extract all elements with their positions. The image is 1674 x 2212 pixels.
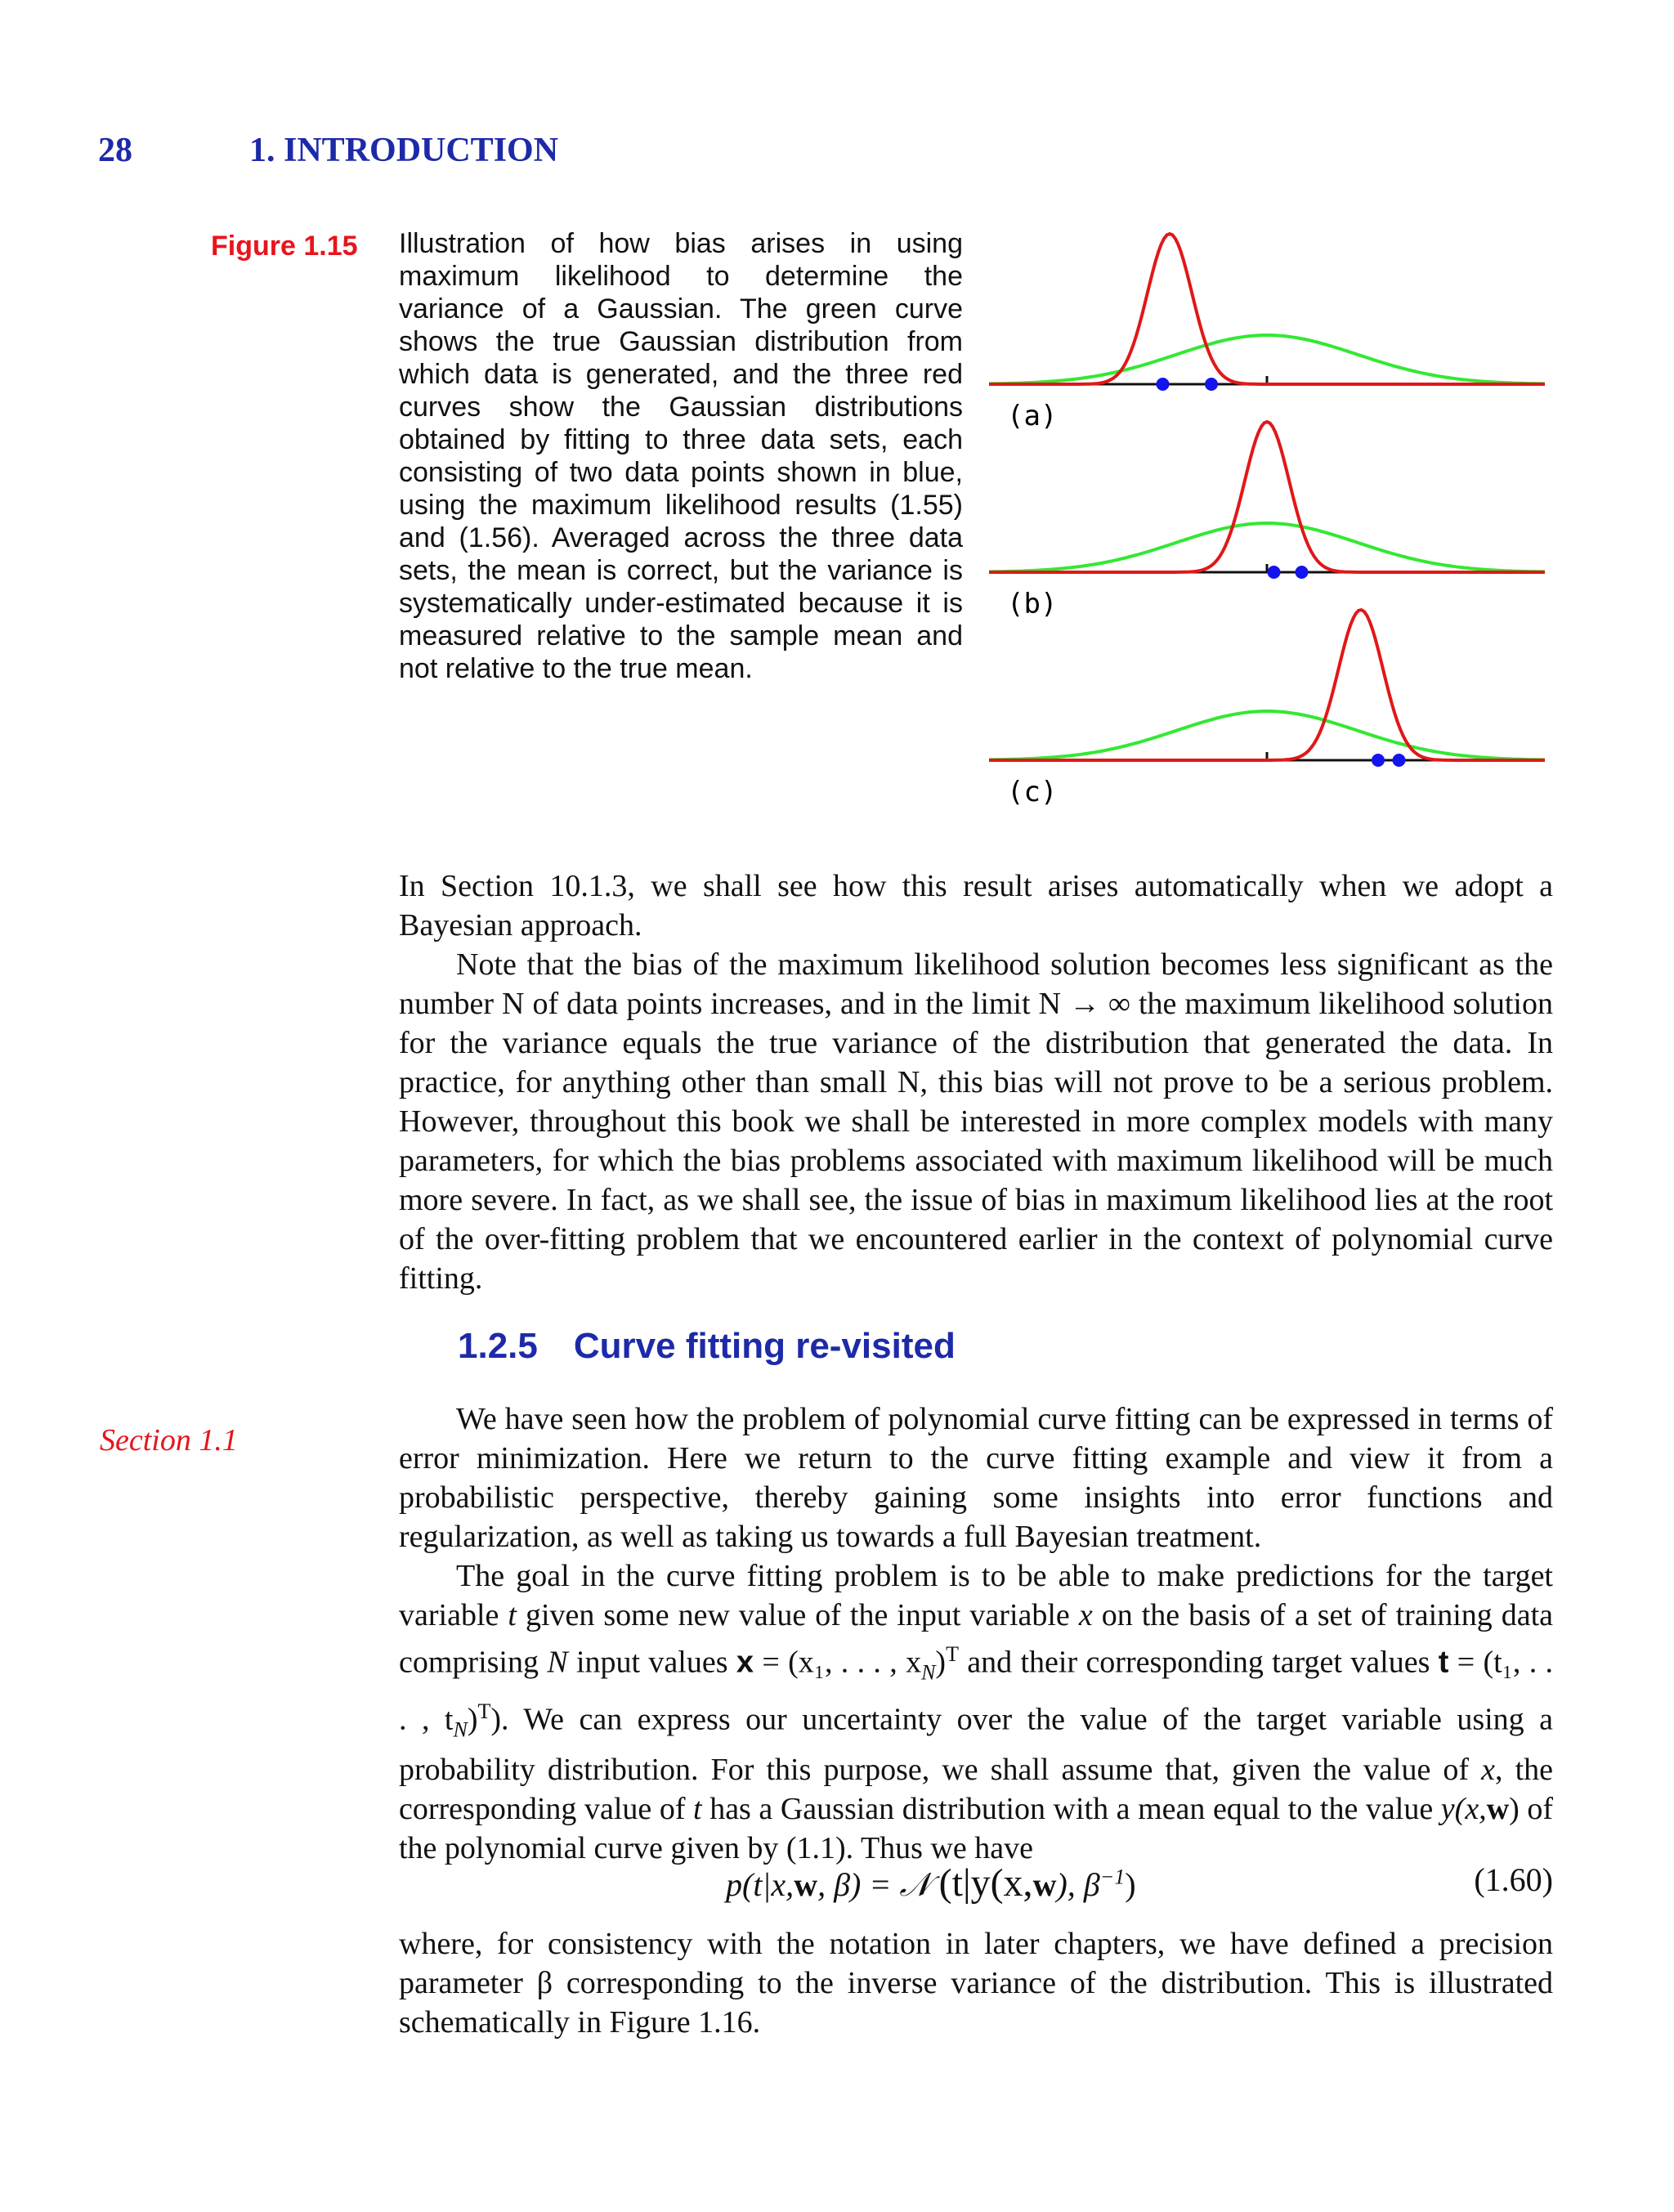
data-point-0-1 bbox=[1205, 378, 1218, 391]
panel-label-1: (b) bbox=[1007, 588, 1058, 620]
figure-caption: Illustration of how bias arises in using maximum likelihood to determine the variance of a Gaussian. The green curve shows the true Gaussian distribution from which data is generated, and the three red curves show the Gaussian distributions obtained by fitting to three data sets, each consisting of two data points shown in blue, using the maximum likelihood results (1.55) and (1.56). Averaged across the three data sets, the mean is correct, but the variance is systematically under-estimated because it is measured relative to the sample mean and not relative to the true mean. bbox=[399, 228, 963, 684]
equation-body: p(t|x,w, β) = 𝒩 (t|y(x,w), $\beta^{-1}$) bbox=[726, 1861, 1136, 1905]
body-paragraphs-bottom bbox=[399, 1924, 1553, 2042]
margin-note: Section 1.1 bbox=[100, 1423, 238, 1458]
body-paragraphs-top bbox=[399, 866, 1553, 1298]
data-point-1-1 bbox=[1296, 566, 1309, 579]
data-point-2-0 bbox=[1372, 754, 1385, 767]
section-number: 1.2.5 bbox=[458, 1326, 538, 1366]
panel-label-0: (a) bbox=[1007, 400, 1058, 432]
paragraph-1: In Section 10.1.3, we shall see how this result arises automatically when we adopt a Bayesian approach. bbox=[399, 869, 1553, 943]
chapter-title: 1. INTRODUCTION bbox=[249, 132, 559, 169]
paragraph-2: Note that the bias of the maximum likelihood solution becomes less significant as the number N of data points increases, and in the limit N → ∞ the maximum likelihood solution for the variance equals the true variance of the distribution that generated the data. In practice, for anything other than small N, this bias will not prove to be a serious problem. However, throughout this book we shall be interested in more complex models with many parameters, for which the bias problems associated with maximum likelihood will be much more severe. In fact, as we shall see, the issue of bias in maximum likelihood lies at the root of the over-fitting problem that we encountered earlier in the context of polynomial curve fitting. bbox=[399, 947, 1553, 1296]
body-paragraphs-section bbox=[399, 1399, 1553, 1868]
panel-label-2: (c) bbox=[1007, 776, 1058, 808]
fitted-gaussian-curve-0 bbox=[989, 234, 1545, 384]
fitted-gaussian-curve-1 bbox=[989, 422, 1545, 572]
data-point-0-0 bbox=[1157, 378, 1170, 391]
equation-number: (1.60) bbox=[1474, 1861, 1553, 1898]
paragraph-4: The goal in the curve fitting problem is to be able to make predictions for the target variable t given some new value of the input variable x on the basis of a set of training data comprising N input values x = (x₁, . . . , $x_N)^T$ and their corresponding target values t = (t₁, . . . , $t_N)^T$). We can express our uncertainty over the value of the target variable using a probability distribution. For this purpose, we shall assume that, given the value of x, the corresponding value of t has a Gaussian distribution with a mean equal to the value y(x,w) of the polynomial curve given by (1.1). Thus we have bbox=[399, 1559, 1554, 1865]
equation-1-60 bbox=[399, 1860, 1553, 1906]
data-point-2-1 bbox=[1393, 754, 1406, 767]
figure-plots bbox=[981, 221, 1553, 809]
fitted-gaussian-curve-2 bbox=[989, 610, 1545, 760]
paragraph-3: We have seen how the problem of polynomial curve fitting can be expressed in terms of error minimization. Here we return to the curve fitting example and view it from a probabilistic perspective, thereby gaining some insights into error functions and regularization, as well as taking us towards a full Bayesian treatment. bbox=[399, 1402, 1553, 1554]
section-title: Curve fitting re-visited bbox=[573, 1326, 956, 1366]
paragraph-5: where, for consistency with the notation in later chapters, we have defined a precision parameter β corresponding to the inverse variance of the distribution. This is illustrated schematically in Figure 1.16. bbox=[399, 1927, 1553, 2040]
page-number: 28 bbox=[98, 132, 132, 169]
data-point-1-0 bbox=[1268, 566, 1281, 579]
figure-label: Figure 1.15 bbox=[211, 231, 358, 262]
section-heading bbox=[458, 1326, 956, 1367]
